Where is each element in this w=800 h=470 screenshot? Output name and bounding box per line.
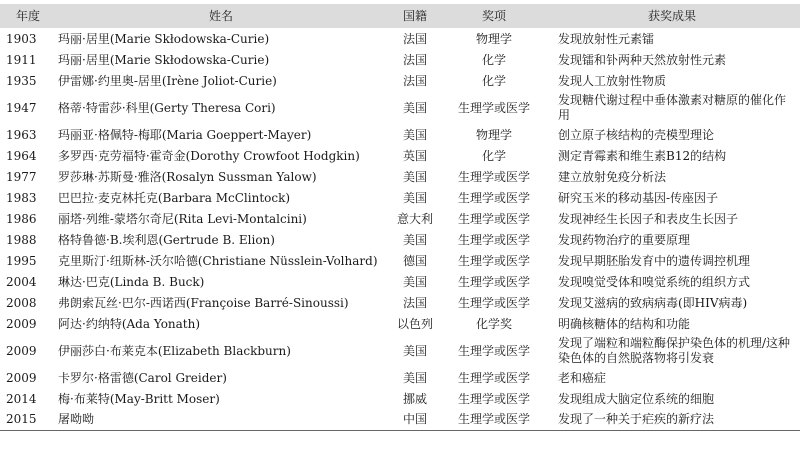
table-row (0, 367, 800, 388)
header-row (0, 4, 800, 28)
cell-country: 德国 (402, 253, 427, 268)
cell-award: 物理学 (475, 31, 512, 46)
cell-name: 伊雷娜·约里奥-居里(Irène Joliot-Curie) (58, 73, 277, 88)
header-country: 国籍 (402, 9, 427, 23)
cell-year: 1986 (6, 211, 37, 226)
cell-country: 挪威 (402, 391, 427, 406)
cell-achievement: 建立放射免疫分析法 (558, 169, 667, 184)
cell-name: 格蒂·特雷莎·科里(Gerty Theresa Cori) (58, 100, 276, 115)
cell-achievement: 发现嗅觉受体和嗅觉系统的组织方式 (558, 274, 751, 289)
cell-year: 1963 (6, 127, 37, 142)
cell-name: 巴巴拉·麦克林托克(Barbara McClintock) (58, 190, 291, 205)
cell-year: 1988 (6, 232, 37, 247)
cell-year: 1977 (6, 169, 37, 184)
cell-year: 2009 (6, 343, 37, 358)
cell-year: 1964 (6, 148, 37, 163)
cell-year: 2009 (6, 370, 37, 385)
header-achievement: 获奖成果 (647, 9, 696, 23)
cell-name: 玛丽·居里(Marie Skłodowska-Curie) (58, 31, 270, 46)
cell-award: 生理学或医学 (457, 232, 530, 247)
table-row (0, 388, 800, 409)
cell-name: 梅·布莱特(May-Britt Moser) (58, 391, 220, 406)
cell-year: 2014 (6, 391, 37, 406)
cell-country: 英国 (402, 148, 427, 163)
cell-achievement: 发现艾滋病的致病病毒(即HIV病毒) (558, 295, 748, 310)
cell-award: 生理学或医学 (457, 190, 530, 205)
cell-achievement: 老和癌症 (558, 370, 607, 385)
cell-award: 生理学或医学 (457, 391, 530, 406)
cell-country: 法国 (402, 31, 427, 46)
cell-award: 物理学 (475, 127, 512, 142)
cell-award: 生理学或医学 (457, 295, 530, 310)
table-row (0, 292, 800, 313)
table-row (0, 334, 800, 367)
cell-award: 生理学或医学 (457, 169, 530, 184)
cell-country: 法国 (402, 73, 427, 88)
cell-year: 1935 (6, 73, 37, 88)
cell-award: 生理学或医学 (444, 409, 544, 430)
cell-award: 化学 (481, 52, 506, 67)
cell-year: 2008 (6, 295, 37, 310)
cell-award: 生理学或医学 (457, 274, 530, 289)
cell-award: 化学 (481, 148, 506, 163)
cell-achievement: 发现神经生长因子和表皮生长因子 (558, 211, 739, 226)
cell-award: 化学奖 (475, 316, 512, 331)
table-header (0, 4, 800, 28)
cell-year: 1903 (6, 31, 37, 46)
cell-country: 美国 (402, 232, 427, 247)
cell-year: 1911 (6, 52, 37, 67)
cell-country: 美国 (402, 370, 427, 385)
cell-name: 阿达·约纳特(Ada Yonath) (58, 316, 201, 331)
cell-name: 格特鲁德·B.埃利恩(Gertrude B. Elion) (58, 232, 275, 247)
cell-name: 克里斯汀·纽斯林-沃尔哈德(Christiane Nüsslein-Volhard) (58, 253, 378, 268)
cell-award: 生理学或医学 (457, 370, 530, 385)
table-row (0, 229, 800, 250)
table-row (0, 49, 800, 70)
cell-name: 琳达·巴克(Linda B. Buck) (58, 274, 205, 289)
cell-country: 美国 (402, 169, 427, 184)
cell-year: 2015 (0, 409, 56, 430)
table-row (0, 208, 800, 229)
cell-achievement: 测定青霉素和维生素B12的结构 (558, 148, 727, 163)
table-row (0, 91, 800, 124)
cell-name: 丽塔·列维-蒙塔尔奇尼(Rita Levi-Montalcini) (58, 211, 307, 226)
table-body (0, 28, 800, 430)
table-row (0, 124, 800, 145)
header-year: 年度 (15, 9, 40, 23)
cell-award: 生理学或医学 (457, 253, 530, 268)
cell-name: 多罗西·克劳福特·霍奇金(Dorothy Crowfoot Hodgkin) (58, 148, 360, 163)
cell-year: 2004 (6, 274, 37, 289)
cell-country: 美国 (402, 127, 427, 142)
cell-achievement: 明确核糖体的结构和功能 (558, 316, 691, 331)
cell-achievement: 发现放射性元素镭 (558, 31, 655, 46)
cell-year: 1983 (6, 190, 37, 205)
cell-award: 生理学或医学 (457, 211, 530, 226)
cell-country: 法国 (402, 52, 427, 67)
table-row (0, 28, 800, 49)
cell-achievement: 发现镭和钋两种天然放射性元素 (558, 52, 727, 67)
cell-country: 意大利 (396, 211, 433, 226)
table-row (0, 145, 800, 166)
cell-year: 2009 (6, 316, 37, 331)
nobel-women-table (0, 4, 800, 431)
cell-country: 法国 (402, 295, 427, 310)
cell-name: 罗莎琳·苏斯曼·雅洛(Rosalyn Sussman Yalow) (58, 169, 317, 184)
cell-name: 玛丽亚·格佩特-梅耶(Maria Goeppert-Mayer) (58, 127, 312, 142)
cell-name: 屠呦呦 (56, 409, 386, 430)
cell-achievement: 发现了一种关于疟疾的新疗法 (544, 409, 800, 430)
table-row (0, 70, 800, 91)
table-row (0, 409, 800, 430)
cell-achievement: 研究玉米的移动基因-传座因子 (558, 190, 719, 205)
table-row (0, 250, 800, 271)
cell-country: 美国 (402, 100, 427, 115)
cell-name: 玛丽·居里(Marie Skłodowska-Curie) (58, 52, 270, 67)
cell-achievement: 发现糖代谢过程中垂体激素对糖原的催化作用 (558, 92, 787, 122)
cell-achievement: 发现了端粒和端粒酶保护染色体的机理/这种染色体的自然脱落物将引发衰 (558, 335, 791, 365)
table-row (0, 313, 800, 334)
cell-year: 1947 (6, 100, 37, 115)
cell-year: 1995 (6, 253, 37, 268)
cell-country: 中国 (386, 409, 444, 430)
cell-country: 美国 (402, 190, 427, 205)
cell-achievement: 创立原子核结构的壳模型理论 (558, 127, 715, 142)
header-name: 姓名 (208, 9, 233, 23)
table-row (0, 166, 800, 187)
cell-name: 弗朗索瓦丝·巴尔-西诺西(Françoise Barré-Sinoussi) (58, 295, 349, 310)
cell-achievement: 发现组成大脑定位系统的细胞 (558, 391, 715, 406)
cell-achievement: 发现早期胚胎发育中的遗传调控机理 (558, 253, 751, 268)
table-row (0, 187, 800, 208)
cell-achievement: 发现人工放射性物质 (558, 73, 667, 88)
cell-country: 美国 (402, 343, 427, 358)
cell-country: 美国 (402, 274, 427, 289)
cell-award: 化学 (481, 73, 506, 88)
cell-award: 生理学或医学 (457, 100, 530, 115)
cell-name: 卡罗尔·格雷德(Carol Greider) (58, 370, 227, 385)
cell-country: 以色列 (396, 316, 433, 331)
header-award: 奖项 (481, 9, 506, 23)
table-row (0, 271, 800, 292)
cell-achievement: 发现药物治疗的重要原理 (558, 232, 691, 247)
cell-name: 伊丽莎白·布莱克本(Elizabeth Blackburn) (58, 343, 291, 358)
cell-award: 生理学或医学 (457, 343, 530, 358)
